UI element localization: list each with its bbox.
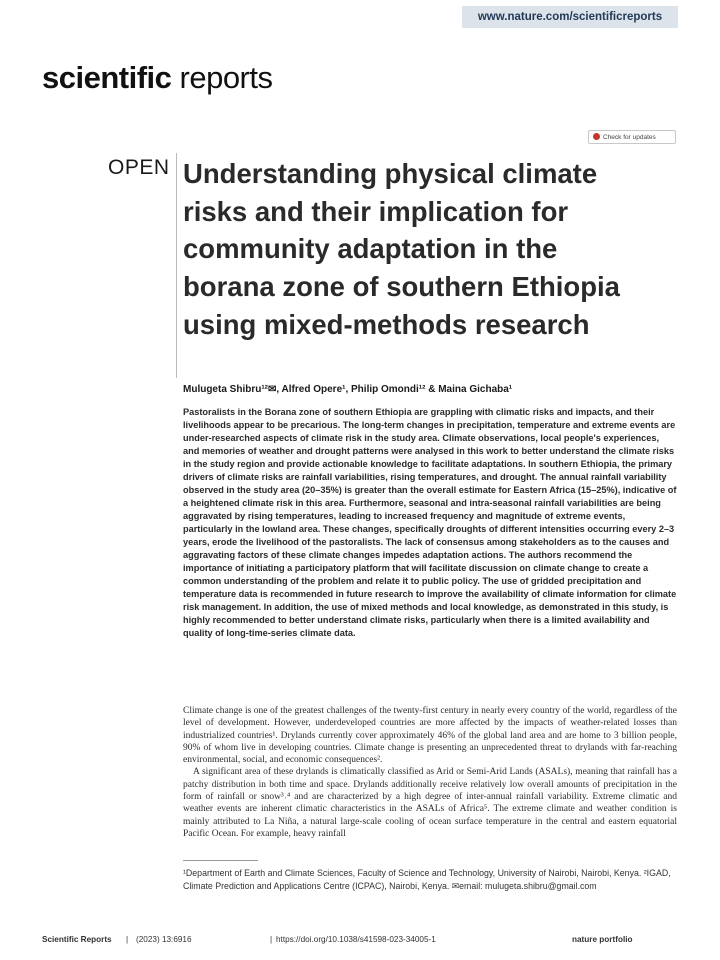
open-access-label: OPEN bbox=[108, 156, 170, 179]
abstract: Pastoralists in the Borana zone of southern Ethiopia are grappling with climatic risks and impacts, and their livelihoods appear to be precarious. The long-term changes in precipitation, temperature and extreme events are under-researched aspects of climate risk in the study area. Climate observations, local people's experiences, and memories of weather and drought patterns were analysed in this work to better understand the climate risks in the study region and provide actionable knowledge to facilitate adaptations. In southern Ethiopia, the primary drivers of climate risks are rainfall variabilities, rising temperatures, and drought. The annual rainfall variability observed in the study area (20–35%) is greater than the overall estimate for Eastern Africa (15–25%), indicative of a heightened climate risk in this area. Furthermore, seasonal and intra-seasonal rainfall variabilities are being aggravated by rising temperatures, leading to increased frequency and magnitude of extreme events, particularly in the lowland area. These changes, specifically droughts of different intensities occurring every 2–3 years, erode the livelihood of the pastoralists. The lack of consensus among stakeholders as to the causes and aggravating factors of these climate changes impedes adaptation actions. The authors recommend the importance of initiating a participatory platform that will facilitate discussion on climate change to create a common understanding of the problem and relate it to public policy. The use of gridded precipitation and temperature data is recommended in future research to improve the availability of climate information for climate risk management. In addition, the use of mixed methods and local knowledge, as demonstrated in this study, is highly recommended to better understand climate risks, particularly when there is a limited availability and quality of long-time-series climate data. bbox=[183, 407, 677, 638]
footer-separator: | bbox=[126, 935, 129, 944]
journal-logo-bold: scientific bbox=[42, 60, 172, 95]
body-text bbox=[183, 705, 677, 840]
footer-journal: Scientific Reports bbox=[42, 935, 112, 944]
check-updates-label: Check for updates bbox=[603, 134, 656, 141]
check-updates-icon bbox=[593, 133, 600, 140]
article-title: Understanding physical climate risks and their implication for community adaptation in the borana zone of southern Ethiopia using mixed-methods research bbox=[183, 158, 620, 340]
page-footer bbox=[42, 935, 678, 949]
body-paragraph-2: A significant area of these drylands is climatically classified as Arid or Semi-Arid Lands (ASALs), meaning that rainfall has a patchy distribution in both time and space. Drylands additionally receive relatively low overall amounts of precipitation in the form of rainfall or snow³˒⁴ and are characterized by a high degree of inter-annual rainfall variability. Extreme climatic and weather events are inherent climatic characteristics in the ASALs of Africa⁵. The extreme climate and weather condition is mainly attributed to La Niña, a natural large-scale cooling of ocean surface temperature in the central and eastern equatorial Pacific Ocean. For example, heavy rainfall bbox=[183, 767, 677, 839]
footer-citation: (2023) 13:6916 bbox=[136, 935, 192, 944]
journal-url-bar[interactable]: www.nature.com/scientificreports bbox=[462, 6, 678, 28]
title-divider bbox=[176, 153, 177, 378]
publisher-logo: nature portfolio bbox=[572, 935, 633, 944]
affiliations: ¹Department of Earth and Climate Sciences, Faculty of Science and Technology, University of Nairobi, Nairobi, Kenya. ²IGAD, Climate Prediction and Applications Centre (ICPAC), Nairobi, Kenya. ✉email: mulugeta.shibru@gmail.com bbox=[183, 868, 671, 891]
footnote-rule bbox=[183, 860, 258, 861]
journal-logo-light: reports bbox=[179, 60, 273, 95]
check-for-updates-button[interactable] bbox=[588, 130, 676, 144]
author-list: Mulugeta Shibru¹²✉, Alfred Opere¹, Philip Omondi¹² & Maina Gichaba¹ bbox=[183, 384, 513, 395]
footer-separator: | bbox=[270, 935, 273, 944]
body-paragraph-1: Climate change is one of the greatest challenges of the twenty-first century in nearly every country of the world, regardless of the level of development. However, underdeveloped countries are more affected by the impacts of weather-related losses than industrialized countries¹. Drylands currently cover approximately 46% of the global land area and are home to 3 billion people, 90% of whom live in developing countries. Climate change is presenting an unprecedented threat to drylands with far-reaching environmental, social, and economic consequences². bbox=[183, 706, 677, 766]
footer-doi-link[interactable]: https://doi.org/10.1038/s41598-023-34005-1 bbox=[276, 935, 436, 944]
journal-logo bbox=[42, 60, 273, 96]
